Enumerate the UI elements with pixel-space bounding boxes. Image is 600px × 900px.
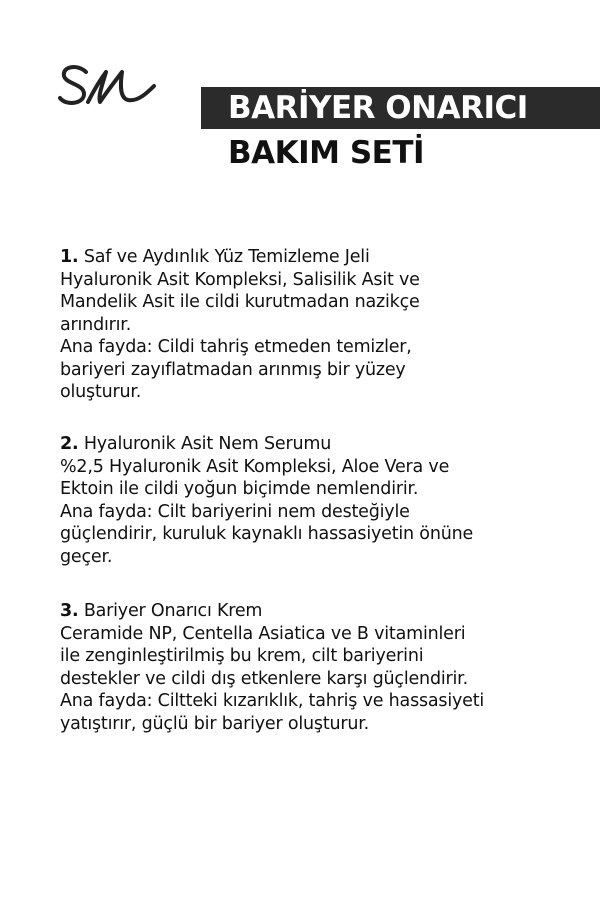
benefit-line: güçlendirir, kuruluk kaynaklı hassasiyetin önüne xyxy=(60,524,474,544)
section-number: 1. xyxy=(60,247,79,267)
product-section-3 xyxy=(60,600,484,735)
section-number: 2. xyxy=(60,434,79,454)
product-section-2 xyxy=(60,433,473,568)
description-line: Ceramide NP, Centella Asiatica ve B vitaminleri xyxy=(60,623,466,644)
benefit-line: geçer. xyxy=(60,546,113,567)
description-line: Ektoin ile cildi yoğun biçimde nemlendirir. xyxy=(60,479,419,499)
benefit-line: yatıştırır, güçlü bir bariyer oluşturur. xyxy=(60,713,370,734)
title-line-2: BAKIM SETİ xyxy=(228,135,425,171)
product-name: Saf ve Aydınlık Yüz Temizleme Jeli xyxy=(83,247,370,267)
product-section-1 xyxy=(60,246,420,404)
product-name: Bariyer Onarıcı Krem xyxy=(83,601,263,621)
description-line: destekler ve cildi dış etkenlere karşı güçlendirir. xyxy=(60,668,468,689)
product-name: Hyaluronik Asit Nem Serumu xyxy=(83,434,332,454)
description-line: Hyaluronik Asit Kompleksi, Salisilik Asit ve xyxy=(60,269,420,290)
benefit-line: Ana fayda: Cilt bariyerini nem desteğiyle xyxy=(60,501,410,522)
section-number: 3. xyxy=(60,601,79,621)
description-line: arındırır. xyxy=(60,314,132,335)
description-line: ile zenginleştirilmiş bu krem, cilt bariyerini xyxy=(60,646,424,666)
brand-logo xyxy=(58,62,158,112)
benefit-line: oluşturur. xyxy=(60,382,142,402)
benefit-line: bariyeri zayıflatmadan arınmış bir yüzey xyxy=(60,359,406,380)
description-line: %2,5 Hyaluronik Asit Kompleksi, Aloe Vera ve xyxy=(60,456,450,477)
benefit-line: Ana fayda: Cildi tahriş etmeden temizler, xyxy=(60,337,412,357)
title-line-1: BARİYER ONARICI xyxy=(228,90,528,126)
benefit-line: Ana fayda: Ciltteki kızarıklık, tahriş ve hassasiyeti xyxy=(60,691,485,711)
description-line: Mandelik Asit ile cildi kurutmadan nazikçe xyxy=(60,292,420,312)
